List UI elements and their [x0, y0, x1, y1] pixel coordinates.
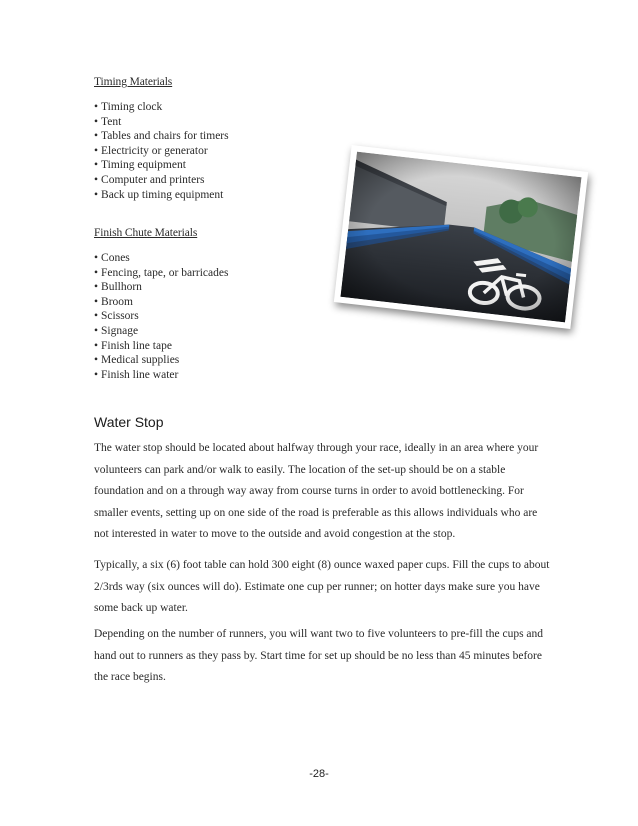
list-item: • Bullhorn: [94, 280, 228, 295]
list-item: • Signage: [94, 324, 228, 339]
finish-chute-materials-list: [94, 251, 228, 382]
list-item: • Fencing, tape, or barricades: [94, 266, 228, 281]
list-item: • Cones: [94, 251, 228, 266]
list-item: • Finish line tape: [94, 339, 228, 354]
finish-chute-materials-title: Finish Chute Materials: [94, 227, 198, 239]
list-item: • Electricity or generator: [94, 144, 229, 159]
timing-materials-title: Timing Materials: [94, 76, 173, 88]
page-number: -28-: [309, 768, 329, 780]
list-item: • Scissors: [94, 309, 228, 324]
list-item: • Medical supplies: [94, 353, 228, 368]
bike-lane-photo: [334, 145, 588, 329]
list-item: • Timing clock: [94, 100, 229, 115]
water-stop-heading: Water Stop: [94, 414, 164, 430]
bike-lane-photo-icon: [340, 152, 581, 323]
list-item: • Timing equipment: [94, 158, 229, 173]
list-item: • Tent: [94, 115, 229, 130]
list-item: • Finish line water: [94, 368, 228, 383]
timing-materials-list: [94, 100, 229, 202]
list-item: • Back up timing equipment: [94, 188, 229, 203]
list-item: • Tables and chairs for timers: [94, 129, 229, 144]
water-stop-paragraph-2: Typically, a six (6) foot table can hold 300 eight (8) ounce waxed paper cups. Fill the cups to about 2/3rds way (six ounces will do). Estimate one cup per runner; on hotter days make sure you have some back up water.: [94, 559, 550, 615]
water-stop-paragraph-1: The water stop should be located about halfway through your race, ideally in an area where your volunteers can park and/or walk to easily. The location of the set-up should be on a stable foundation and on a through way away from course turns in order to avoid bottlenecking. For smaller events, setting up on one side of the road is preferable as this allows individuals who are not interested in water to move to the outside and avoid congestion at the stop.: [94, 442, 539, 541]
list-item: • Broom: [94, 295, 228, 310]
list-item: • Computer and printers: [94, 173, 229, 188]
water-stop-paragraph-3: Depending on the number of runners, you will want two to five volunteers to pre-fill the cups and hand out to runners as they pass by. Start time for set up should be no less than 45 minutes before the race begins.: [94, 628, 544, 684]
